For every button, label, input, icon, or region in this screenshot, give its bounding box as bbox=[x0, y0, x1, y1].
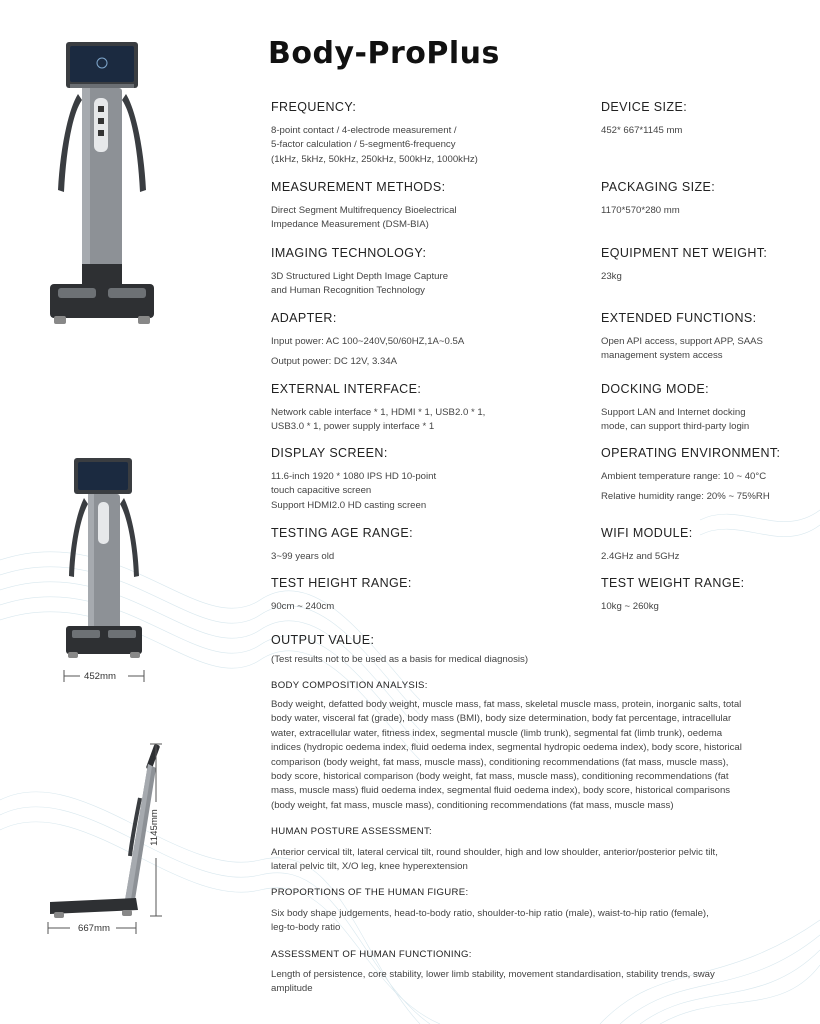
spec-device-size bbox=[601, 100, 801, 138]
spec-heading: OPERATING ENVIRONMENT: bbox=[601, 446, 781, 460]
right-handle bbox=[122, 94, 146, 192]
spec-line: 2.4GHz and 5GHz bbox=[601, 551, 680, 562]
text-line: water, extracellular water, fitness index, segmental muscle (limb trunk), segmental fat (limb trunk), oedema bbox=[271, 727, 723, 739]
spec-heading: ADAPTER: bbox=[271, 311, 337, 325]
spec-imaging-technology bbox=[271, 246, 591, 299]
proportions-text bbox=[271, 907, 791, 936]
spec-wifi-module bbox=[601, 526, 801, 564]
spec-frequency bbox=[271, 100, 591, 167]
spec-extended-functions bbox=[601, 311, 801, 364]
spec-heading: EXTENDED FUNCTIONS: bbox=[601, 311, 757, 325]
spec-line: and Human Recognition Technology bbox=[271, 285, 425, 297]
screen-display bbox=[70, 46, 134, 82]
spec-line: 10kg ~ 260kg bbox=[601, 601, 659, 612]
spec-heading: IMAGING TECHNOLOGY: bbox=[271, 246, 427, 260]
spec-measurement-methods bbox=[271, 180, 591, 233]
height-dimension-label: 1145mm bbox=[148, 809, 160, 846]
text-line: Six body shape judgements, head-to-body ratio, shoulder-to-hip ratio (male), waist-to-hip ratio (female), bbox=[271, 908, 709, 919]
spec-line: (1kHz, 5kHz, 50kHz, 250kHz, 500kHz, 1000kHz) bbox=[271, 153, 478, 165]
spec-line: Network cable interface * 1, HDMI * 1, USB2.0 * 1, bbox=[271, 407, 486, 418]
functioning-heading: ASSESSMENT OF HUMAN FUNCTIONING: bbox=[271, 949, 472, 960]
width-dimension-label: 452mm bbox=[84, 671, 116, 682]
spec-heading: EQUIPMENT NET WEIGHT: bbox=[601, 246, 768, 260]
spec-line: Support HDMI2.0 HD casting screen bbox=[271, 499, 427, 511]
spec-docking-mode bbox=[601, 382, 801, 435]
spec-line: Support LAN and Internet docking bbox=[601, 407, 746, 418]
spec-heading: DEVICE SIZE: bbox=[601, 100, 688, 114]
text-line: Anterior cervical tilt, lateral cervical tilt, round shoulder, high and low shoulder, anterior/posterior pelvic tilt, bbox=[271, 847, 718, 858]
functioning-text bbox=[271, 968, 791, 997]
posture-text bbox=[271, 846, 791, 875]
spec-line: Impedance Measurement (DSM-BIA) bbox=[271, 219, 429, 231]
spec-net-weight bbox=[601, 246, 801, 284]
spec-line: 11.6-inch 1920 * 1080 IPS HD 10-point bbox=[271, 471, 437, 482]
spec-adapter bbox=[271, 311, 591, 370]
spec-heading: TEST WEIGHT RANGE: bbox=[601, 576, 745, 590]
spec-packaging-size bbox=[601, 180, 801, 218]
spec-heading: DOCKING MODE: bbox=[601, 382, 709, 396]
spec-line: touch capacitive screen bbox=[271, 485, 372, 497]
text-line: body water, visceral fat (grade), body mass (BMI), body size determination, body fat percentage, intracellular bbox=[271, 713, 732, 725]
spec-heading: WIFI MODULE: bbox=[601, 526, 693, 540]
text-line: amplitude bbox=[271, 983, 313, 995]
spec-line: Input power: AC 100~240V,50/60HZ,1A~0.5A bbox=[271, 336, 465, 347]
text-line: body score, historical comparison (body weight, fat mass, muscle mass), conditioning recommendations (fat bbox=[271, 771, 729, 783]
text-line: lateral pelvic tilt, X/O leg, knee hyperextension bbox=[271, 861, 468, 873]
spec-heading: TESTING AGE RANGE: bbox=[271, 526, 413, 540]
spec-test-height bbox=[271, 576, 591, 614]
text-line: Body weight, defatted body weight, muscle mass, fat mass, skeletal muscle mass, protein, inorganic salts, total bbox=[271, 699, 742, 710]
spec-heading: PACKAGING SIZE: bbox=[601, 180, 716, 194]
device-front-view-small bbox=[60, 456, 160, 666]
output-value-section bbox=[271, 633, 771, 667]
spec-line: USB3.0 * 1, power supply interface * 1 bbox=[271, 421, 435, 433]
spec-heading: FREQUENCY: bbox=[271, 100, 357, 114]
text-line: (body weight, fat mass, muscle mass), conditioning recommendations (fat mass, muscle mass) bbox=[271, 799, 674, 811]
spec-heading: DISPLAY SCREEN: bbox=[271, 446, 388, 460]
spec-line: 8-point contact / 4-electrode measurement / bbox=[271, 125, 457, 136]
spec-line: mode, can support third-party login bbox=[601, 421, 750, 433]
spec-heading: TEST HEIGHT RANGE: bbox=[271, 576, 412, 590]
spec-line: 23kg bbox=[601, 271, 622, 282]
depth-dimension-label: 667mm bbox=[78, 923, 110, 934]
spec-testing-age bbox=[271, 526, 591, 564]
text-line: indices (hydropic oedema index, fluid oedema index, segmental hydropic oedema index), body score, historical bbox=[271, 742, 742, 754]
spec-line: Relative humidity range: 20% ~ 75%RH bbox=[601, 491, 770, 503]
posture-heading: HUMAN POSTURE ASSESSMENT: bbox=[271, 826, 433, 837]
spec-heading: EXTERNAL INTERFACE: bbox=[271, 382, 422, 396]
proportions-heading: PROPORTIONS OF THE HUMAN FIGURE: bbox=[271, 887, 469, 898]
spec-line: 452* 667*1145 mm bbox=[601, 125, 683, 136]
left-handle bbox=[58, 94, 82, 192]
spec-display-screen bbox=[271, 446, 591, 513]
text-line: mass, muscle mass) fluid oedema index, segmental fluid oedema index), body score, historical comparisons bbox=[271, 785, 731, 797]
text-line: leg-to-body ratio bbox=[271, 922, 341, 934]
spec-line: 1170*570*280 mm bbox=[601, 205, 680, 216]
output-value-note: (Test results not to be used as a basis for medical diagnosis) bbox=[271, 654, 529, 665]
spec-test-weight bbox=[601, 576, 801, 614]
spec-line: 3~99 years old bbox=[271, 551, 335, 562]
spec-line: 3D Structured Light Depth Image Capture bbox=[271, 271, 449, 282]
output-value-heading: OUTPUT VALUE: bbox=[271, 633, 375, 647]
device-side-view bbox=[44, 738, 194, 928]
spec-line: 90cm ~ 240cm bbox=[271, 601, 335, 612]
spec-external-interface bbox=[271, 382, 591, 435]
body-composition-heading: BODY COMPOSITION ANALYSIS: bbox=[271, 680, 428, 691]
spec-line: management system access bbox=[601, 350, 723, 362]
spec-line: Ambient temperature range: 10 ~ 40°C bbox=[601, 471, 767, 482]
body-composition-text bbox=[271, 698, 791, 813]
text-line: Length of persistence, core stability, lower limb stability, movement standardisation, stability trends, sway bbox=[271, 969, 715, 980]
spec-line: 5-factor calculation / 5-segment6-frequency bbox=[271, 139, 456, 151]
product-title: Body-ProPlus bbox=[268, 36, 500, 71]
spec-operating-environment bbox=[601, 446, 811, 505]
spec-line: Direct Segment Multifrequency Bioelectrical bbox=[271, 205, 457, 216]
text-line: comparison (body weight, fat mass, muscle mass), conditioning recommendations (fat mass, muscle mass), bbox=[271, 756, 729, 768]
spec-heading: MEASUREMENT METHODS: bbox=[271, 180, 446, 194]
spec-line: Open API access, support APP, SAAS bbox=[601, 336, 763, 347]
device-front-view-large bbox=[48, 40, 168, 330]
spec-line: Output power: DC 12V, 3.34A bbox=[271, 356, 398, 368]
